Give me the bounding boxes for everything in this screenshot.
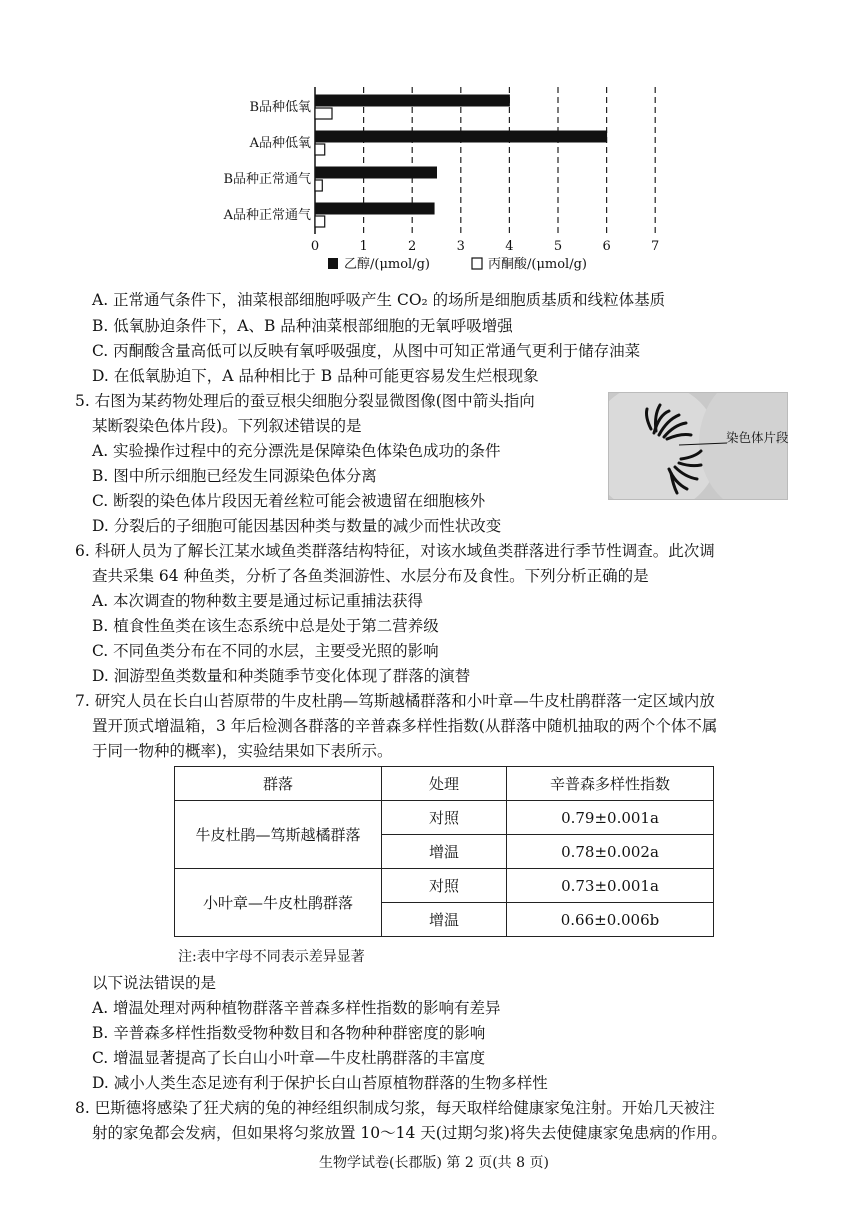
q7-prompt: 以下说法错误的是: [92, 974, 217, 992]
q5-stem-line1: 5. 右图为某药物处理后的蚕豆根尖细胞分裂显微图像(图中箭头指向: [75, 392, 535, 410]
category-label: B品种低氧: [249, 100, 311, 115]
q4-option-d: D. 在低氧胁迫下，A 品种相比于 B 品种可能更容易发生烂根现象: [92, 367, 539, 385]
q5-option-c: C. 断裂的染色体片段因无着丝粒可能会被遗留在细胞核外: [92, 492, 486, 510]
table-header: 群落: [175, 767, 382, 801]
page-footer: 生物学试卷(长郡版) 第 2 页(共 8 页): [319, 1155, 549, 1171]
q6-stem-line1: 6. 科研人员为了解长江某水域鱼类群落结构特征，对该水域鱼类群落进行季节性调查。此次调: [75, 542, 715, 560]
q5-stem-line2: 某断裂染色体片段)。下列叙述错误的是: [92, 417, 362, 435]
q8-stem-line2: 射的家兔都会发病，但如果将匀浆放置 10～14 天(过期匀浆)将失去使健康家兔患病的作用。: [92, 1124, 727, 1142]
table-cell: 0.79±0.001a: [507, 801, 714, 835]
x-tick-label: 4: [505, 239, 514, 254]
bar-pyruvate: [315, 180, 322, 191]
q6-stem-line2: 查共采集 64 种鱼类，分析了各鱼类洄游性、水层分布及食性。下列分析正确的是: [92, 567, 649, 585]
legend-swatch-ethanol: [328, 258, 338, 269]
table-row: [175, 869, 714, 903]
x-tick-label: 1: [359, 239, 368, 254]
table-cell: 增温: [382, 835, 507, 869]
bar-pyruvate: [315, 108, 332, 119]
category-label: A品种低氧: [249, 136, 311, 151]
x-tick-label: 5: [553, 239, 563, 254]
q5-option-b: B. 图中所示细胞已经发生同源染色体分离: [92, 467, 377, 485]
table-cell: 对照: [382, 801, 507, 835]
q4-option-c: C. 丙酮酸含量高低可以反映有氧呼吸强度，从图中可知正常通气更利于储存油菜: [92, 342, 641, 360]
table-header-row: [175, 767, 714, 801]
micrograph-image: [608, 392, 788, 500]
q7-option-a: A. 增温处理对两种植物群落辛普森多样性指数的影响有差异: [92, 999, 501, 1017]
q6-option-a: A. 本次调查的物种数主要是通过标记重捕法获得: [92, 592, 424, 610]
legend-swatch-pyruvate: [472, 258, 482, 269]
figure-label: 染色体片段: [726, 430, 789, 445]
table-cell-community: 牛皮杜鹃—笃斯越橘群落: [175, 801, 382, 869]
table-cell: 0.66±0.006b: [507, 903, 714, 937]
q4-option-b: B. 低氧胁迫条件下，A、B 品种油菜根部细胞的无氧呼吸增强: [92, 317, 513, 335]
legend-label-ethanol: 乙醇/(μmol/g): [344, 257, 430, 272]
bar-pyruvate: [315, 216, 325, 227]
q6-option-d: D. 洄游型鱼类数量和种类随季节变化体现了群落的演替: [92, 667, 471, 685]
q7-stem-line2: 置开顶式增温箱，3 年后检测各群落的辛普森多样性指数(从群落中随机抽取的两个个体不属: [92, 717, 718, 735]
q7-option-b: B. 辛普森多样性指数受物种数目和各物种种群密度的影响: [92, 1024, 486, 1042]
table-header: 辛普森多样性指数: [507, 767, 714, 801]
bar-ethanol: [315, 203, 434, 214]
table-cell: 对照: [382, 869, 507, 903]
table-cell: 增温: [382, 903, 507, 937]
bar-pyruvate: [315, 144, 325, 155]
q7-stem-line1: 7. 研究人员在长白山苔原带的牛皮杜鹃—笃斯越橘群落和小叶章—牛皮杜鹃群落一定区域内放: [75, 692, 715, 710]
category-label: A品种正常通气: [223, 208, 311, 223]
q6-option-c: C. 不同鱼类分布在不同的水层，主要受光照的影响: [92, 642, 439, 660]
q7-option-c: C. 增温显著提高了长白山小叶章—牛皮杜鹃群落的丰富度: [92, 1049, 486, 1067]
bar-ethanol: [315, 167, 437, 178]
table-row: [175, 801, 714, 835]
table-cell: 0.78±0.002a: [507, 835, 714, 869]
x-tick-label: 6: [602, 239, 611, 254]
x-tick-label: 3: [456, 239, 465, 254]
x-tick-label: 2: [408, 239, 417, 254]
bar-ethanol: [315, 131, 607, 142]
diversity-table: [174, 766, 714, 937]
category-label: B品种正常通气: [223, 172, 311, 187]
table-cell-community: 小叶章—牛皮杜鹃群落: [175, 869, 382, 937]
respiration-bar-chart: [200, 82, 670, 277]
table-cell: 0.73±0.001a: [507, 869, 714, 903]
legend-label-pyruvate: 丙酮酸/(μmol/g): [488, 257, 587, 272]
x-tick-label: 7: [651, 239, 660, 254]
q4-option-a: A. 正常通气条件下，油菜根部细胞呼吸产生 CO₂ 的场所是细胞质基质和线粒体基质: [92, 291, 666, 309]
x-tick-label: 0: [310, 239, 320, 254]
table-note: 注:表中字母不同表示差异显著: [178, 949, 365, 965]
q5-option-d: D. 分裂后的子细胞可能因基因种类与数量的减少而性状改变: [92, 517, 502, 535]
q7-stem-line3: 于同一物种的概率)，实验结果如下表所示。: [92, 742, 393, 760]
table-header: 处理: [382, 767, 507, 801]
q6-option-b: B. 植食性鱼类在该生态系统中总是处于第二营养级: [92, 617, 439, 635]
q5-option-a: A. 实验操作过程中的充分漂洗是保障染色体染色成功的条件: [92, 442, 501, 460]
q7-option-d: D. 减小人类生态足迹有利于保护长白山苔原植物群落的生物多样性: [92, 1074, 548, 1092]
bar-ethanol: [315, 95, 509, 106]
q8-stem-line1: 8. 巴斯德将感染了狂犬病的兔的神经组织制成匀浆，每天取样给健康家兔注射。开始几天被注: [75, 1099, 715, 1117]
